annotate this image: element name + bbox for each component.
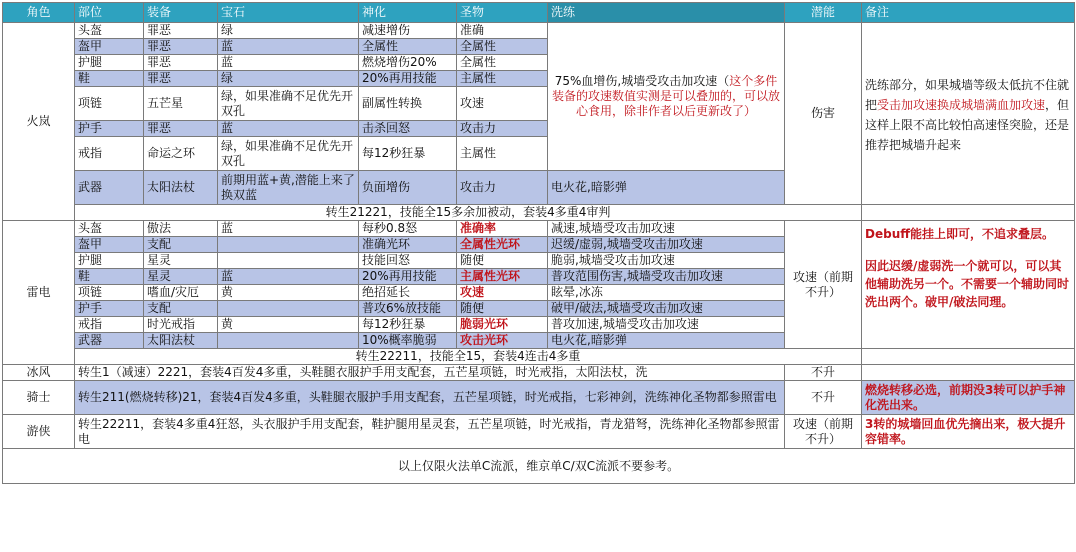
header-row [3,3,1075,23]
relic-cell: 攻击光环 [457,333,548,349]
footer-row [3,449,1075,484]
potential-cell-youxia: 攻速（前期不升） [785,415,862,449]
slot-cell: 头盔 [75,23,144,39]
slot-cell: 鞋 [75,71,144,87]
wash-cell: 普攻加速,城墙受攻击加攻速 [548,317,785,333]
equip-cell: 嗜血/灾厄 [144,285,218,301]
build-cell-qishi: 转生211(燃烧转移)21，套装4百发4多重，头鞋腿衣服护手用支配套，五芒星项链，时光戒指，七彩神剑，洗练神化圣物都参照雷电 [75,381,785,415]
note-text-tail: ，但这样上限不高比较怕高速怪突脸，还是推荐把城墙升起来 [865,98,1070,152]
gem-cell: 蓝 [218,55,359,71]
wash-cell: 电火花,暗影弹 [548,333,785,349]
wash-cell: 眩晕,冰冻 [548,285,785,301]
header-cell-equip: 装备 [144,3,218,23]
wash-cell: 迟缓/虚弱,城墙受攻击加攻速 [548,237,785,253]
role-cell-youxia: 游侠 [3,415,75,449]
potential-cell-leidian: 攻速（前期不升） [785,221,862,349]
table-row [3,221,1075,237]
shenhua-cell: 击杀回怒 [359,121,457,137]
header-cell-gem: 宝石 [218,3,359,23]
equip-cell: 罪恶 [144,39,218,55]
gem-cell: 绿 [218,71,359,87]
gem-cell: 蓝 [218,39,359,55]
shenhua-cell: 全属性 [359,39,457,55]
note-red: 受击加攻速换成城墙满血加攻速 [877,98,1046,112]
potential-cell-bingfeng: 不升 [785,365,862,381]
note-cell-huolan [862,23,1075,205]
shenhua-cell: 每12秒狂暴 [359,317,457,333]
gem-cell: 黄 [218,317,359,333]
relic-cell: 攻速 [457,285,548,301]
wash-cell: 电火花,暗影弹 [548,171,785,205]
role-cell-bingfeng: 冰风 [3,365,75,381]
shenhua-cell: 减速增伤 [359,23,457,39]
gem-cell [218,237,359,253]
shenhua-cell: 绝招延长 [359,285,457,301]
footer-cell: 以上仅限火法单C流派，维京单C/双C流派不要参考。 [3,449,1075,484]
table-row [3,365,1075,381]
relic-cell: 全属性 [457,39,548,55]
empty-note-cell [862,349,1075,365]
equip-cell: 太阳法杖 [144,333,218,349]
relic-cell: 脆弱光环 [457,317,548,333]
equip-cell: 罪恶 [144,55,218,71]
relic-cell: 攻击力 [457,121,548,137]
gem-cell [218,253,359,269]
relic-cell: 随便 [457,301,548,317]
role-cell-huolan: 火岚 [3,23,75,221]
equip-cell: 傲法 [144,221,218,237]
header-cell-shenhua: 神化 [359,3,457,23]
equip-cell: 罪恶 [144,23,218,39]
shenhua-cell: 10%概率脆弱 [359,333,457,349]
equip-cell: 命运之环 [144,137,218,171]
slot-cell: 项链 [75,87,144,121]
relic-cell: 主属性光环 [457,269,548,285]
note-cell-youxia: 3转的城墙回血优先摘出来，极大提升容错率。 [862,415,1075,449]
gem-cell: 黄 [218,285,359,301]
slot-cell: 戒指 [75,317,144,333]
shenhua-cell: 每秒0.8怒 [359,221,457,237]
slot-cell: 武器 [75,171,144,205]
relic-cell: 攻速 [457,87,548,121]
header-cell-slot: 部位 [75,3,144,23]
relic-cell: 随便 [457,253,548,269]
note-text: 洗练部分，如果城墙等级太低抗不住就把 [865,78,1070,112]
gem-cell [218,301,359,317]
slot-cell: 头盔 [75,221,144,237]
equip-cell: 罪恶 [144,71,218,87]
potential-cell-huolan: 伤害 [785,23,862,205]
header-cell-note: 备注 [862,3,1075,23]
header-cell-potential: 潜能 [785,3,862,23]
wash-text: 75%血增伤,城墙受攻击加攻速（ [554,74,730,88]
wash-cell: 破甲/破法,城墙受攻击加攻速 [548,301,785,317]
slot-cell: 盔甲 [75,237,144,253]
empty-note-cell [862,205,1075,221]
potential-cell-qishi: 不升 [785,381,862,415]
slot-cell: 鞋 [75,269,144,285]
equipment-table [2,2,1075,484]
note-top: Debuff能挂上即可，不追求叠层。 [865,227,1054,241]
wash-cell: 脆弱,城墙受攻击加攻速 [548,253,785,269]
wash-cell: 减速,城墙受攻击加攻速 [548,221,785,237]
equip-cell: 支配 [144,301,218,317]
note-spacer [865,243,1071,257]
slot-cell: 戒指 [75,137,144,171]
summary-cell-huolan: 转生21221，技能全15多余加被动，套装4多重4审判 [75,205,862,221]
gem-cell: 蓝 [218,221,359,237]
shenhua-cell: 燃烧增伤20% [359,55,457,71]
slot-cell: 武器 [75,333,144,349]
shenhua-cell: 每12秒狂暴 [359,137,457,171]
shenhua-cell: 准确光环 [359,237,457,253]
relic-cell: 主属性 [457,137,548,171]
equip-cell: 星灵 [144,253,218,269]
relic-cell: 全属性光环 [457,237,548,253]
summary-cell-leidian: 转生22211，技能全15，套装4连击4多重 [75,349,862,365]
role-cell-qishi: 骑士 [3,381,75,415]
gem-cell: 绿，如果准确不足优先开双孔 [218,137,359,171]
relic-cell: 准确 [457,23,548,39]
slot-cell: 护腿 [75,253,144,269]
shenhua-cell: 普攻6%放技能 [359,301,457,317]
slot-cell: 护腿 [75,55,144,71]
header-cell-relic: 圣物 [457,3,548,23]
wash-cell-huolan [548,23,785,171]
gem-cell [218,333,359,349]
relic-cell: 全属性 [457,55,548,71]
equip-cell: 时光戒指 [144,317,218,333]
wash-note-red: 这个多件装备的攻速数值实测是可以叠加的，可以放心食用，除非作者以后更新改了） [551,74,780,118]
equip-cell: 星灵 [144,269,218,285]
slot-cell: 护手 [75,121,144,137]
equip-cell: 支配 [144,237,218,253]
build-cell-youxia: 转生22211，套装4多重4狂怒，头衣服护手用支配套，鞋护腿用星灵套，五芒星项链，时光戒指，青龙猎弩，洗练神化圣物都参照雷电 [75,415,785,449]
gem-cell: 蓝 [218,121,359,137]
note-bottom: 因此迟缓/虚弱洗一个就可以，可以其他辅助洗另一个。不需要一个辅助同时洗出两个。破甲/破法同理。 [865,259,1070,309]
shenhua-cell: 20%再用技能 [359,269,457,285]
gem-cell: 绿 [218,23,359,39]
equip-cell: 五芒星 [144,87,218,121]
header-cell-role: 角色 [3,3,75,23]
shenhua-cell: 技能回怒 [359,253,457,269]
slot-cell: 盔甲 [75,39,144,55]
note-cell-qishi: 燃烧转移必选，前期没3转可以护手神化洗出来。 [862,381,1075,415]
table-row [3,23,1075,39]
slot-cell: 项链 [75,285,144,301]
shenhua-cell: 副属性转换 [359,87,457,121]
relic-cell: 准确率 [457,221,548,237]
header-cell-wash: 洗练 [548,3,785,23]
wash-cell: 普攻范围伤害,城墙受攻击加攻速 [548,269,785,285]
table-row [3,381,1075,415]
empty-note-cell [862,365,1075,381]
shenhua-cell: 负面增伤 [359,171,457,205]
summary-row-leidian [3,349,1075,365]
shenhua-cell: 20%再用技能 [359,71,457,87]
gem-cell: 前期用蓝+黄,潜能上来了换双蓝 [218,171,359,205]
build-cell-bingfeng: 转生1（减速）2221，套装4百发4多重，头鞋腿衣服护手用支配套，五芒星项链，时光戒指，太阳法杖，洗 [75,365,785,381]
note-cell-leidian [862,221,1075,349]
relic-cell: 攻击力 [457,171,548,205]
role-cell-leidian: 雷电 [3,221,75,365]
equip-cell: 太阳法杖 [144,171,218,205]
gem-cell: 蓝 [218,269,359,285]
gem-cell: 绿，如果准确不足优先开双孔 [218,87,359,121]
relic-cell: 主属性 [457,71,548,87]
table-row [3,415,1075,449]
summary-row-huolan [3,205,1075,221]
equip-cell: 罪恶 [144,121,218,137]
slot-cell: 护手 [75,301,144,317]
